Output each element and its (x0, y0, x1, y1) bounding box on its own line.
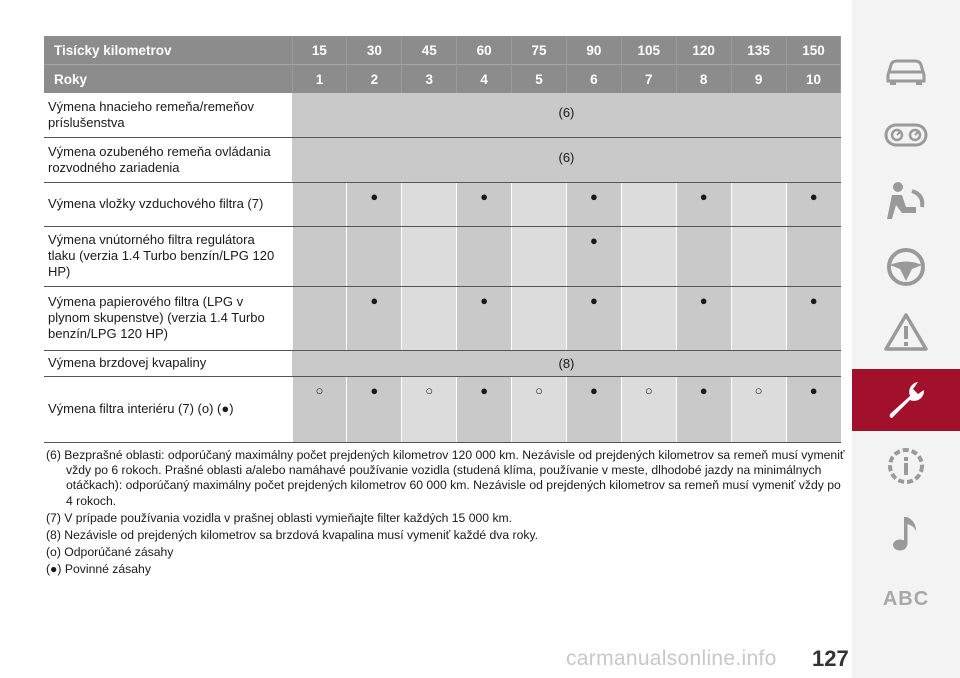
year-cell: 2 (347, 65, 402, 94)
mark-cell: ● (347, 286, 402, 350)
year-cell: 3 (402, 65, 457, 94)
merged-cell: (6) (292, 137, 841, 182)
km-cell: 30 (347, 36, 402, 65)
year-cell: 8 (676, 65, 731, 94)
footnote-6 (46, 448, 846, 509)
sidebar-item-warning[interactable] (852, 302, 960, 364)
row-label: Výmena brzdovej kvapaliny (44, 350, 292, 376)
km-cell: 120 (676, 36, 731, 65)
km-cell: 75 (512, 36, 567, 65)
mark-cell: ● (566, 376, 621, 442)
mark-cell: ○ (402, 376, 457, 442)
mark-cell (457, 226, 512, 286)
mark-cell: ○ (292, 376, 347, 442)
footnote-7: (7) V prípade používania vozidla v prašnej oblasti vymieňajte filter každých 15 000 km. (46, 510, 513, 525)
sidebar-item-steering[interactable] (852, 236, 960, 298)
year-cell: 5 (512, 65, 567, 94)
header-km-label: Tisícky kilometrov (44, 36, 292, 65)
year-cell: 9 (731, 65, 786, 94)
sidebar-item-safety[interactable] (852, 170, 960, 232)
km-cell: 15 (292, 36, 347, 65)
mark-cell: ● (786, 182, 841, 226)
mark-cell: ● (786, 376, 841, 442)
mark-cell: ○ (621, 376, 676, 442)
sidebar-item-car[interactable] (852, 38, 960, 100)
header-years-label: Roky (44, 65, 292, 94)
table-row (44, 286, 841, 350)
mark-cell: ● (676, 182, 731, 226)
warning-icon (882, 309, 930, 357)
km-cell: 90 (566, 36, 621, 65)
mark-cell (402, 226, 457, 286)
km-cell: 150 (786, 36, 841, 65)
mark-cell: ○ (512, 376, 567, 442)
sidebar-item-multimedia[interactable] (852, 502, 960, 564)
year-cell: 7 (621, 65, 676, 94)
table-row (44, 350, 841, 376)
mark-cell (621, 182, 676, 226)
mark-cell (676, 226, 731, 286)
steering-wheel-icon (882, 243, 930, 291)
index-abc-label: ABC (882, 587, 930, 610)
km-cell: 135 (731, 36, 786, 65)
table-row (44, 376, 841, 442)
row-label: Výmena filtra interiéru (7) (o) (●) (44, 376, 292, 442)
row-label: Výmena ozubeného remeňa ovládania rozvodného zariadenia (44, 137, 292, 182)
mark-cell (292, 226, 347, 286)
mark-cell (292, 286, 347, 350)
mark-cell (621, 286, 676, 350)
car-icon (882, 45, 930, 93)
wrench-icon (882, 376, 930, 424)
mark-cell: ● (347, 376, 402, 442)
row-label: Výmena vnútorného filtra regulátora tlaku (verzia 1.4 Turbo benzín/LPG 120 HP) (44, 226, 292, 286)
row-label: Výmena vložky vzduchového filtra (7) (44, 182, 292, 226)
sidebar-item-info[interactable] (852, 435, 960, 497)
mark-cell: ○ (731, 376, 786, 442)
page-number: 127 (812, 646, 849, 671)
table-row (44, 137, 841, 182)
km-cell: 105 (621, 36, 676, 65)
chapter-sidebar (852, 0, 960, 678)
mark-cell: ● (457, 286, 512, 350)
mark-cell: ● (566, 182, 621, 226)
merged-cell: (8) (292, 350, 841, 376)
mark-cell (402, 182, 457, 226)
row-label: Výmena papierového filtra (LPG v plynom skupenstve) (verzia 1.4 Turbo benzín/LPG 120 HP) (44, 286, 292, 350)
row-label: Výmena hnacieho remeňa/remeňov príslušenstva (44, 93, 292, 137)
year-cell: 1 (292, 65, 347, 94)
mark-cell (731, 182, 786, 226)
mark-cell (786, 226, 841, 286)
dashboard-icon (882, 111, 930, 159)
footnote-recommended: (o) Odporúčané zásahy (46, 545, 174, 560)
mark-cell (512, 226, 567, 286)
mark-cell (731, 286, 786, 350)
maintenance-table (44, 36, 841, 443)
music-note-icon (882, 509, 930, 557)
safety-icon (882, 177, 930, 225)
km-cell: 45 (402, 36, 457, 65)
mark-cell (347, 226, 402, 286)
sidebar-item-index[interactable] (852, 568, 960, 630)
footnote-8: (8) Nezávisle od prejdených kilometrov sa brzdová kvapalina musí vymeniť každé dva roky. (46, 528, 539, 543)
mark-cell: ● (566, 286, 621, 350)
footnote-6-first: (6) Bezprašné oblasti: odporúčaný maximálny počet prejdených kilometrov 120 000 km. Nezávisle od prejdených kilometrov sa remeň musí vymeniť (46, 448, 845, 462)
footnote-6-rest: vždy po 6 rokoch. Prašné oblasti a/alebo namáhavé používanie vozidla (studená klíma, používanie v meste, dlhodobé jazdy na minimálnych otáčkach): odporúčaný maximálny počet prejdených kilometrov 60 000 km. Nezávisle od prejdených kilometrov sa remeň musí vymeniť vždy po 4 rokoch. (66, 463, 841, 508)
footnote-mandatory: (●) Povinné zásahy (46, 562, 151, 577)
mark-cell: ● (457, 182, 512, 226)
info-gear-icon (882, 442, 930, 490)
watermark: carmanualsonline.info (566, 647, 777, 670)
mark-cell: ● (566, 226, 621, 286)
mark-cell: ● (347, 182, 402, 226)
mark-cell (731, 226, 786, 286)
year-cell: 4 (457, 65, 512, 94)
mark-cell: ● (457, 376, 512, 442)
merged-cell: (6) (292, 93, 841, 137)
mark-cell (292, 182, 347, 226)
sidebar-item-dashboard[interactable] (852, 104, 960, 166)
sidebar-item-maintenance[interactable] (852, 369, 960, 431)
mark-cell (621, 226, 676, 286)
year-cell: 10 (786, 65, 841, 94)
header-row-years (44, 65, 841, 94)
mark-cell (512, 286, 567, 350)
footnotes (46, 448, 846, 580)
table-row (44, 182, 841, 226)
mark-cell: ● (786, 286, 841, 350)
mark-cell: ● (676, 286, 731, 350)
table-row (44, 226, 841, 286)
table-row (44, 93, 841, 137)
mark-cell (512, 182, 567, 226)
km-cell: 60 (457, 36, 512, 65)
year-cell: 6 (566, 65, 621, 94)
mark-cell: ● (676, 376, 731, 442)
header-row-km (44, 36, 841, 65)
mark-cell (402, 286, 457, 350)
